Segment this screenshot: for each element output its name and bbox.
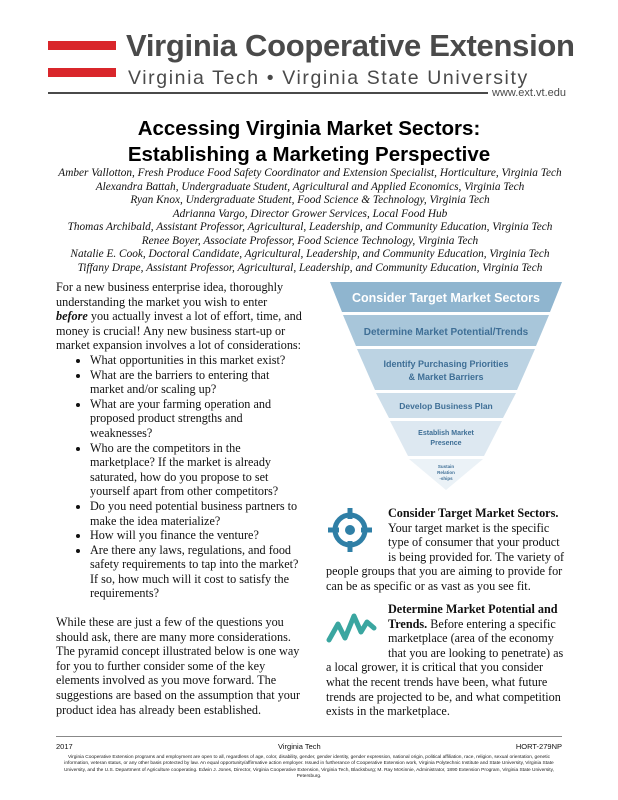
- section-target-market: [326, 506, 566, 594]
- author: Natalie E. Cook, Doctoral Candidate, Agricultural, Leadership, and Community Education, Virginia Tech: [70, 248, 550, 260]
- author: Tiffany Drape, Assistant Professor, Agricultural, Leadership, and Community Education, Virginia Tech: [77, 261, 543, 274]
- author: Amber Vallotton, Fresh Produce Food Safety Coordinator and Extension Specialist, Horticulture, Virginia Tech: [58, 167, 562, 179]
- pyramid-level-2: Determine Market Potential/Trends: [363, 327, 529, 338]
- section-heading: Determine Market Potential and Trends.: [388, 602, 558, 631]
- footer-fine-print: Virginia Cooperative Extension programs and employment are open to all, regardless of age, color, disability, gender, gender identity, gender expression, national origin, political affiliation, race, religion, sexual orientation, genetic information, veteran status, or any other basis protected by law. An equal opportunity/affirmative action employer. Issued in furtherance of Cooperative Extension work, Virginia Polytechnic Institute and State University, Virginia State University, and the U.S. Department of Agriculture cooperating. Edwin J. Jones, Director, Virginia Cooperative Extension, Virginia Tech, Blacksburg; M. Ray McKinnie, Administrator, 1890 Extension Program, Virginia State University, Petersburg.: [63, 755, 555, 779]
- list-item: • Are there any laws, regulations, and food safety requirements to tap into the market? If so, how much will it cost to satisfy the requirements?: [90, 543, 302, 601]
- list-item: • How will you finance the venture?: [90, 528, 302, 543]
- pyramid-level-4: Develop Business Plan: [399, 401, 493, 411]
- pyramid-band-5: [390, 421, 502, 456]
- author: Thomas Archibald, Assistant Professor, Agricultural, Leadership, and Community Education, Virginia Tech: [67, 221, 553, 233]
- pyramid-level-6b: Relation: [437, 470, 455, 475]
- closing-paragraph: While these are just a few of the questions you should ask, there are many more considerations. The pyramid concept illustrated below is one way for you to further consider some of the key elements involved as you move forward. The suggestions are based on the assumption that your product idea has already been established.: [56, 615, 301, 717]
- author: Renee Boyer, Associate Professor, Food Science Technology, Virginia Tech: [141, 234, 479, 247]
- section-market-potential: [326, 602, 566, 719]
- author: Alexandra Battah, Undergraduate Student, Agricultural and Applied Economics, Virginia Tech: [95, 180, 525, 193]
- intro-paragraph: For a new business enterprise idea, thoroughly understanding the market you wish to enter before you actually invest a lot of effort, time, and money is crucial! Any new business start-up or market expansion involves a lot of considerations:: [56, 280, 302, 353]
- pyramid-level-3b: & Market Barriers: [408, 372, 484, 382]
- question-list: [56, 353, 302, 601]
- masthead: [0, 0, 618, 110]
- footer-year: 2017: [56, 742, 73, 751]
- pyramid-level-6a: Sustain: [437, 464, 455, 469]
- website-link[interactable]: www.ext.vt.edu: [492, 87, 566, 99]
- author-list: [40, 167, 580, 275]
- title-line-2: Establishing a Marketing Perspective: [127, 143, 491, 166]
- footer-code: HORT-279NP: [515, 742, 562, 751]
- logo-accent-bar-top: [48, 41, 116, 50]
- logo-accent-bar-bottom: [48, 68, 116, 77]
- list-item: • Do you need potential business partners to make the idea materialize?: [90, 499, 302, 528]
- author: Adrianna Vargo, Director Grower Services, Local Food Hub: [172, 207, 448, 220]
- document-title: [0, 116, 618, 168]
- partner-universities: Virginia Tech • Virginia State University: [128, 67, 529, 89]
- trend-line-icon: [326, 602, 384, 654]
- pyramid-level-1: Consider Target Market Sectors: [351, 291, 541, 305]
- list-item: • What are the barriers to entering that market and/or scaling up?: [90, 368, 302, 397]
- pyramid-level-5b: Presence: [430, 440, 462, 447]
- title-line-1: Accessing Virginia Market Sectors:: [137, 117, 481, 140]
- market-pyramid-diagram: [330, 282, 562, 490]
- pyramid-level-3a: Identify Purchasing Priorities: [383, 359, 509, 369]
- list-item: • What are your farming operation and proposed product strengths and weaknesses?: [90, 397, 302, 441]
- list-item: • What opportunities in this market exist?: [90, 353, 302, 368]
- target-icon: [326, 506, 384, 558]
- footer-rule: [56, 736, 562, 737]
- author: Ryan Knox, Undergraduate Student, Food Science & Technology, Virginia Tech: [130, 194, 490, 206]
- list-item: • Who are the competitors in the marketplace? If the market is already saturated, how do you propose to set yourself apart from other competitors?: [90, 441, 302, 499]
- section-heading: Consider Target Market Sectors.: [388, 506, 559, 520]
- pyramid-band-3: [357, 349, 535, 390]
- org-name: Virginia Cooperative Extension: [126, 28, 575, 63]
- section-body: Your target market is the specific type of consumer that your product is being provided for. The variety of people groups that you are aiming to provide for can be as specific or as vast as you see fit.: [326, 520, 565, 593]
- pyramid-level-6c: -ships: [439, 476, 453, 481]
- pyramid-level-5a: Establish Market: [418, 430, 474, 437]
- footer-center: Virginia Tech: [278, 742, 321, 751]
- header-rule: [48, 92, 488, 94]
- section-body: Before entering a specific marketplace (area of the economy that you are looking to penetrate) as a local grower, it is critical that you consider what the recent trends have been, what future trends are projected to be, and what competition exists in the marketplace.: [326, 616, 564, 719]
- left-column: [56, 280, 302, 717]
- emphasis-before: before: [56, 309, 88, 324]
